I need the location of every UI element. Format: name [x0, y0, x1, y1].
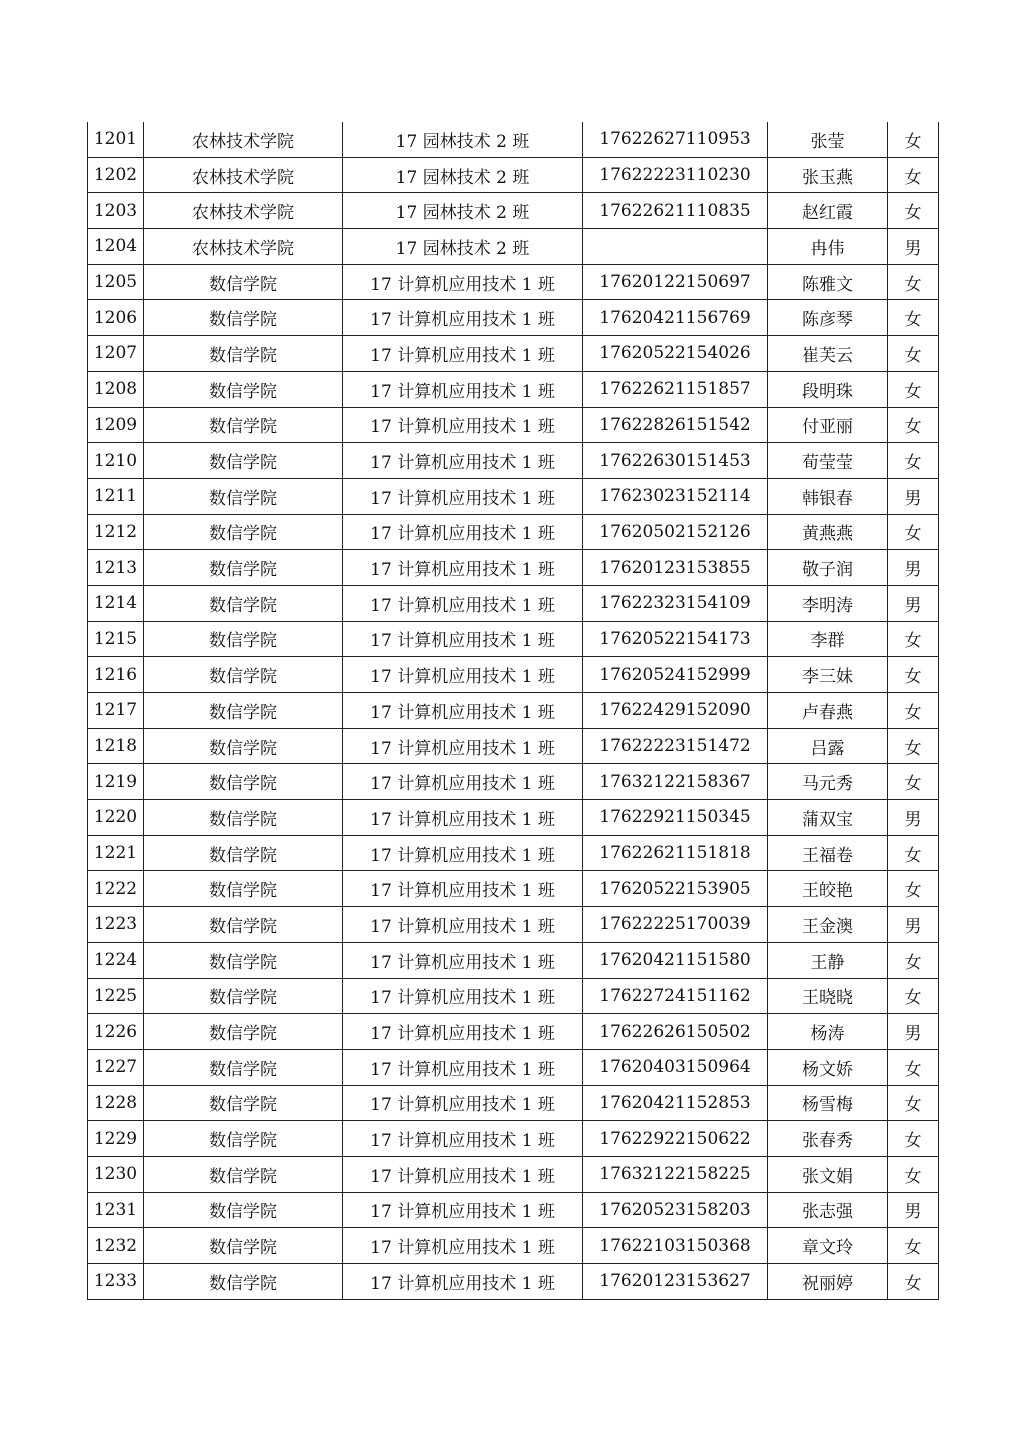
- row-number-cell: 1233: [88, 1264, 144, 1300]
- table-row: [88, 478, 939, 514]
- student-id-cell: 17622223151472: [583, 728, 768, 764]
- student-id-cell: 17620523158203: [583, 1192, 768, 1228]
- college-cell: 数信学院: [144, 978, 343, 1014]
- class-cell: 17 计算机应用技术 1 班: [343, 1014, 583, 1050]
- gender-cell: 女: [888, 1264, 939, 1300]
- college-cell: 数信学院: [144, 728, 343, 764]
- table-row: [88, 657, 939, 693]
- student-name-cell: 黄燕燕: [768, 514, 888, 550]
- gender-cell: 男: [888, 550, 939, 586]
- gender-cell: 女: [888, 657, 939, 693]
- college-cell: 数信学院: [144, 443, 343, 479]
- college-cell: 数信学院: [144, 264, 343, 300]
- gender-cell: 女: [888, 728, 939, 764]
- class-cell: 17 计算机应用技术 1 班: [343, 514, 583, 550]
- student-id-cell: 17622621110835: [583, 193, 768, 229]
- class-cell: 17 园林技术 2 班: [343, 122, 583, 157]
- student-id-cell: 17622225170039: [583, 907, 768, 943]
- student-name-cell: 王皎艳: [768, 871, 888, 907]
- student-id-cell: 17620502152126: [583, 514, 768, 550]
- college-cell: 数信学院: [144, 942, 343, 978]
- college-cell: 数信学院: [144, 800, 343, 836]
- student-id-cell: [583, 229, 768, 265]
- college-cell: 农林技术学院: [144, 157, 343, 193]
- class-cell: 17 园林技术 2 班: [343, 229, 583, 265]
- table-row: [88, 585, 939, 621]
- student-id-cell: 17622323154109: [583, 585, 768, 621]
- student-name-cell: 蒲双宝: [768, 800, 888, 836]
- gender-cell: 女: [888, 300, 939, 336]
- student-id-cell: 17620122150697: [583, 264, 768, 300]
- class-cell: 17 计算机应用技术 1 班: [343, 443, 583, 479]
- class-cell: 17 计算机应用技术 1 班: [343, 764, 583, 800]
- student-name-cell: 李三妹: [768, 657, 888, 693]
- student-name-cell: 陈雅文: [768, 264, 888, 300]
- table-row: [88, 1049, 939, 1085]
- college-cell: 数信学院: [144, 835, 343, 871]
- student-name-cell: 杨雪梅: [768, 1085, 888, 1121]
- class-cell: 17 计算机应用技术 1 班: [343, 1192, 583, 1228]
- student-name-cell: 张志强: [768, 1192, 888, 1228]
- roster-body: [88, 122, 939, 1299]
- table-row: [88, 300, 939, 336]
- student-id-cell: 17620421151580: [583, 942, 768, 978]
- table-row: [88, 1085, 939, 1121]
- student-id-cell: 17620421152853: [583, 1085, 768, 1121]
- student-name-cell: 祝丽婷: [768, 1264, 888, 1300]
- student-name-cell: 杨涛: [768, 1014, 888, 1050]
- class-cell: 17 计算机应用技术 1 班: [343, 657, 583, 693]
- gender-cell: 女: [888, 514, 939, 550]
- student-roster-table: [87, 122, 939, 1300]
- gender-cell: 男: [888, 585, 939, 621]
- table-row: [88, 264, 939, 300]
- student-name-cell: 张玉燕: [768, 157, 888, 193]
- college-cell: 数信学院: [144, 371, 343, 407]
- row-number-cell: 1221: [88, 835, 144, 871]
- student-id-cell: 17622826151542: [583, 407, 768, 443]
- class-cell: 17 计算机应用技术 1 班: [343, 478, 583, 514]
- college-cell: 数信学院: [144, 1264, 343, 1300]
- row-number-cell: 1206: [88, 300, 144, 336]
- student-id-cell: 17620522153905: [583, 871, 768, 907]
- college-cell: 数信学院: [144, 764, 343, 800]
- class-cell: 17 计算机应用技术 1 班: [343, 835, 583, 871]
- student-name-cell: 杨文娇: [768, 1049, 888, 1085]
- class-cell: 17 计算机应用技术 1 班: [343, 1049, 583, 1085]
- gender-cell: 女: [888, 1156, 939, 1192]
- student-name-cell: 李明涛: [768, 585, 888, 621]
- row-number-cell: 1222: [88, 871, 144, 907]
- table-row: [88, 907, 939, 943]
- row-number-cell: 1228: [88, 1085, 144, 1121]
- student-name-cell: 张文娟: [768, 1156, 888, 1192]
- class-cell: 17 计算机应用技术 1 班: [343, 800, 583, 836]
- row-number-cell: 1220: [88, 800, 144, 836]
- row-number-cell: 1218: [88, 728, 144, 764]
- table-row: [88, 978, 939, 1014]
- student-id-cell: 17622630151453: [583, 443, 768, 479]
- college-cell: 数信学院: [144, 871, 343, 907]
- table-row: [88, 443, 939, 479]
- student-name-cell: 冉伟: [768, 229, 888, 265]
- student-name-cell: 卢春燕: [768, 693, 888, 729]
- class-cell: 17 计算机应用技术 1 班: [343, 978, 583, 1014]
- gender-cell: 女: [888, 264, 939, 300]
- row-number-cell: 1216: [88, 657, 144, 693]
- table-row: [88, 157, 939, 193]
- row-number-cell: 1215: [88, 621, 144, 657]
- row-number-cell: 1229: [88, 1121, 144, 1157]
- college-cell: 数信学院: [144, 1192, 343, 1228]
- student-name-cell: 赵红霞: [768, 193, 888, 229]
- gender-cell: 女: [888, 193, 939, 229]
- row-number-cell: 1226: [88, 1014, 144, 1050]
- class-cell: 17 计算机应用技术 1 班: [343, 728, 583, 764]
- college-cell: 数信学院: [144, 550, 343, 586]
- table-row: [88, 800, 939, 836]
- row-number-cell: 1219: [88, 764, 144, 800]
- gender-cell: 女: [888, 621, 939, 657]
- table-row: [88, 514, 939, 550]
- college-cell: 数信学院: [144, 1228, 343, 1264]
- gender-cell: 女: [888, 407, 939, 443]
- college-cell: 数信学院: [144, 514, 343, 550]
- college-cell: 数信学院: [144, 693, 343, 729]
- gender-cell: 女: [888, 871, 939, 907]
- student-id-cell: 17632122158367: [583, 764, 768, 800]
- table-row: [88, 764, 939, 800]
- gender-cell: 女: [888, 336, 939, 372]
- college-cell: 数信学院: [144, 1014, 343, 1050]
- table-row: [88, 122, 939, 157]
- student-name-cell: 张春秀: [768, 1121, 888, 1157]
- college-cell: 数信学院: [144, 1156, 343, 1192]
- student-id-cell: 17622621151857: [583, 371, 768, 407]
- class-cell: 17 计算机应用技术 1 班: [343, 300, 583, 336]
- student-id-cell: 17622429152090: [583, 693, 768, 729]
- table-row: [88, 835, 939, 871]
- student-id-cell: 17622921150345: [583, 800, 768, 836]
- college-cell: 数信学院: [144, 621, 343, 657]
- student-id-cell: 17622103150368: [583, 1228, 768, 1264]
- class-cell: 17 计算机应用技术 1 班: [343, 1085, 583, 1121]
- student-name-cell: 章文玲: [768, 1228, 888, 1264]
- gender-cell: 女: [888, 122, 939, 157]
- student-name-cell: 王福卷: [768, 835, 888, 871]
- student-name-cell: 韩银春: [768, 478, 888, 514]
- student-id-cell: 17620421156769: [583, 300, 768, 336]
- table-row: [88, 728, 939, 764]
- row-number-cell: 1205: [88, 264, 144, 300]
- student-id-cell: 17622627110953: [583, 122, 768, 157]
- table-row: [88, 229, 939, 265]
- gender-cell: 男: [888, 1014, 939, 1050]
- row-number-cell: 1202: [88, 157, 144, 193]
- student-id-cell: 17620522154026: [583, 336, 768, 372]
- gender-cell: 女: [888, 157, 939, 193]
- student-name-cell: 敬子润: [768, 550, 888, 586]
- student-name-cell: 王晓晓: [768, 978, 888, 1014]
- class-cell: 17 园林技术 2 班: [343, 157, 583, 193]
- row-number-cell: 1203: [88, 193, 144, 229]
- gender-cell: 女: [888, 1085, 939, 1121]
- row-number-cell: 1208: [88, 371, 144, 407]
- table-row: [88, 1264, 939, 1300]
- college-cell: 数信学院: [144, 478, 343, 514]
- row-number-cell: 1204: [88, 229, 144, 265]
- table-row: [88, 693, 939, 729]
- college-cell: 数信学院: [144, 1121, 343, 1157]
- gender-cell: 男: [888, 478, 939, 514]
- table-row: [88, 371, 939, 407]
- row-number-cell: 1201: [88, 122, 144, 157]
- row-number-cell: 1212: [88, 514, 144, 550]
- gender-cell: 男: [888, 229, 939, 265]
- row-number-cell: 1209: [88, 407, 144, 443]
- gender-cell: 女: [888, 764, 939, 800]
- student-id-cell: 17622626150502: [583, 1014, 768, 1050]
- row-number-cell: 1225: [88, 978, 144, 1014]
- row-number-cell: 1217: [88, 693, 144, 729]
- student-id-cell: 17622724151162: [583, 978, 768, 1014]
- table-row: [88, 942, 939, 978]
- college-cell: 数信学院: [144, 1085, 343, 1121]
- student-id-cell: 17623023152114: [583, 478, 768, 514]
- table-row: [88, 871, 939, 907]
- college-cell: 数信学院: [144, 300, 343, 336]
- student-name-cell: 荀莹莹: [768, 443, 888, 479]
- college-cell: 数信学院: [144, 907, 343, 943]
- student-id-cell: 17620403150964: [583, 1049, 768, 1085]
- table-row: [88, 1192, 939, 1228]
- student-id-cell: 17622621151818: [583, 835, 768, 871]
- row-number-cell: 1213: [88, 550, 144, 586]
- class-cell: 17 计算机应用技术 1 班: [343, 585, 583, 621]
- student-name-cell: 王静: [768, 942, 888, 978]
- row-number-cell: 1211: [88, 478, 144, 514]
- student-name-cell: 崔芙云: [768, 336, 888, 372]
- class-cell: 17 计算机应用技术 1 班: [343, 693, 583, 729]
- college-cell: 农林技术学院: [144, 229, 343, 265]
- gender-cell: 男: [888, 1192, 939, 1228]
- student-name-cell: 陈彦琴: [768, 300, 888, 336]
- student-name-cell: 段明珠: [768, 371, 888, 407]
- college-cell: 数信学院: [144, 407, 343, 443]
- row-number-cell: 1214: [88, 585, 144, 621]
- row-number-cell: 1232: [88, 1228, 144, 1264]
- college-cell: 数信学院: [144, 336, 343, 372]
- gender-cell: 男: [888, 907, 939, 943]
- class-cell: 17 计算机应用技术 1 班: [343, 1264, 583, 1300]
- class-cell: 17 计算机应用技术 1 班: [343, 1121, 583, 1157]
- college-cell: 数信学院: [144, 657, 343, 693]
- student-name-cell: 马元秀: [768, 764, 888, 800]
- student-id-cell: 17620123153627: [583, 1264, 768, 1300]
- table-row: [88, 193, 939, 229]
- college-cell: 数信学院: [144, 1049, 343, 1085]
- gender-cell: 女: [888, 1228, 939, 1264]
- class-cell: 17 计算机应用技术 1 班: [343, 264, 583, 300]
- student-name-cell: 付亚丽: [768, 407, 888, 443]
- class-cell: 17 计算机应用技术 1 班: [343, 550, 583, 586]
- student-name-cell: 张莹: [768, 122, 888, 157]
- row-number-cell: 1223: [88, 907, 144, 943]
- table-row: [88, 550, 939, 586]
- student-name-cell: 王金澳: [768, 907, 888, 943]
- table-row: [88, 336, 939, 372]
- college-cell: 农林技术学院: [144, 193, 343, 229]
- student-id-cell: 17622922150622: [583, 1121, 768, 1157]
- student-name-cell: 吕露: [768, 728, 888, 764]
- class-cell: 17 计算机应用技术 1 班: [343, 1156, 583, 1192]
- class-cell: 17 计算机应用技术 1 班: [343, 907, 583, 943]
- gender-cell: 女: [888, 942, 939, 978]
- student-id-cell: 17620123153855: [583, 550, 768, 586]
- class-cell: 17 计算机应用技术 1 班: [343, 407, 583, 443]
- gender-cell: 男: [888, 800, 939, 836]
- student-name-cell: 李群: [768, 621, 888, 657]
- gender-cell: 女: [888, 835, 939, 871]
- gender-cell: 女: [888, 1049, 939, 1085]
- class-cell: 17 计算机应用技术 1 班: [343, 871, 583, 907]
- row-number-cell: 1231: [88, 1192, 144, 1228]
- college-cell: 数信学院: [144, 585, 343, 621]
- table-row: [88, 1121, 939, 1157]
- row-number-cell: 1224: [88, 942, 144, 978]
- class-cell: 17 计算机应用技术 1 班: [343, 336, 583, 372]
- gender-cell: 女: [888, 371, 939, 407]
- class-cell: 17 计算机应用技术 1 班: [343, 621, 583, 657]
- table-row: [88, 1014, 939, 1050]
- student-id-cell: 17632122158225: [583, 1156, 768, 1192]
- gender-cell: 女: [888, 693, 939, 729]
- gender-cell: 女: [888, 1121, 939, 1157]
- class-cell: 17 计算机应用技术 1 班: [343, 1228, 583, 1264]
- table-row: [88, 1156, 939, 1192]
- table-row: [88, 407, 939, 443]
- table-row: [88, 621, 939, 657]
- student-id-cell: 17620522154173: [583, 621, 768, 657]
- row-number-cell: 1230: [88, 1156, 144, 1192]
- gender-cell: 女: [888, 978, 939, 1014]
- table-row: [88, 1228, 939, 1264]
- class-cell: 17 计算机应用技术 1 班: [343, 942, 583, 978]
- row-number-cell: 1227: [88, 1049, 144, 1085]
- student-id-cell: 17620524152999: [583, 657, 768, 693]
- class-cell: 17 园林技术 2 班: [343, 193, 583, 229]
- row-number-cell: 1210: [88, 443, 144, 479]
- college-cell: 农林技术学院: [144, 122, 343, 157]
- student-id-cell: 17622223110230: [583, 157, 768, 193]
- gender-cell: 女: [888, 443, 939, 479]
- class-cell: 17 计算机应用技术 1 班: [343, 371, 583, 407]
- row-number-cell: 1207: [88, 336, 144, 372]
